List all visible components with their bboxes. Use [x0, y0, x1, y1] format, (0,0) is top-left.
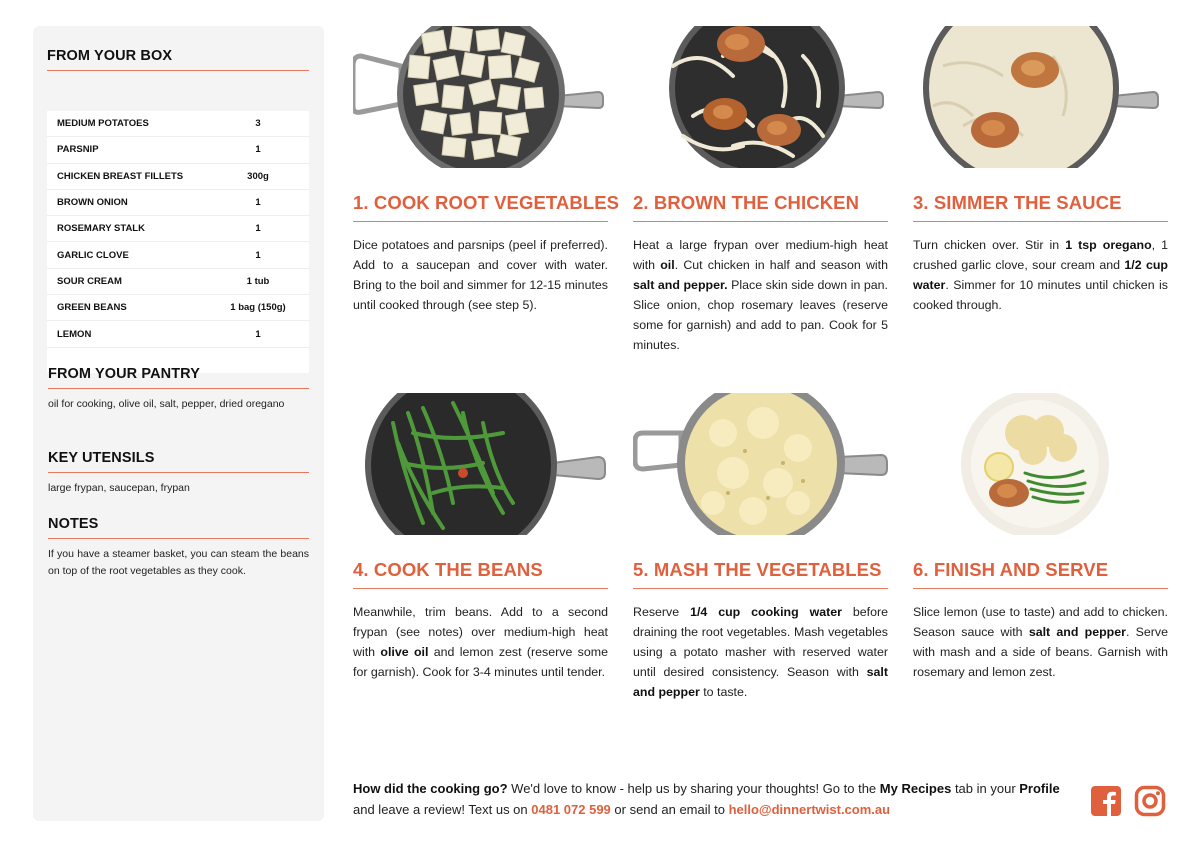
step-text-segment: Heat a large frypan over medium-high heat with: [633, 238, 888, 272]
step-text-segment: . Simmer for 10 minutes until chicken is cooked through.: [913, 278, 1168, 312]
step-3-title: 3. SIMMER THE SAUCE: [913, 192, 1168, 222]
ingredient-qty: 300g: [247, 170, 269, 182]
step-4: [353, 393, 608, 682]
ingredient-row: [47, 111, 309, 137]
utensils-text: large frypan, saucepan, frypan: [48, 482, 190, 494]
ingredient-qty: 1: [255, 197, 261, 209]
step-text-bold: oil: [660, 258, 675, 272]
footer-text-1: We'd love to know - help us by sharing your thoughts! Go to the: [507, 781, 880, 796]
step-2-title: 2. BROWN THE CHICKEN: [633, 192, 888, 222]
step-6-text: [913, 602, 1168, 682]
from-your-pantry-heading: FROM YOUR PANTRY: [48, 366, 309, 389]
step-5-title: 5. MASH THE VEGETABLES: [633, 559, 888, 589]
ingredient-name: PARSNIP: [57, 144, 99, 156]
ingredient-qty: 1: [255, 328, 261, 340]
step-3-text: [913, 235, 1168, 315]
step-text-segment: Slice lemon (use to taste) and add to chicken. Season sauce with: [913, 605, 1168, 639]
step-1-text: [353, 235, 608, 315]
ingredient-row: [47, 190, 309, 216]
footer-text-3: and leave a review! Text us on: [353, 802, 532, 817]
step-2: [633, 26, 888, 355]
facebook-icon[interactable]: [1090, 785, 1122, 817]
step-6-title: 6. FINISH AND SERVE: [913, 559, 1168, 589]
step-text-segment: Dice potatoes and parsnips (peel if preferred). Add to a saucepan and cover with water. Bring to the boil and simmer for 12-15 minutes until cooked through (see step 5).: [353, 238, 608, 312]
ingredient-row: [47, 321, 309, 347]
instagram-icon[interactable]: [1134, 785, 1166, 817]
ingredient-qty: 1: [255, 223, 261, 235]
ingredient-qty: 3: [255, 118, 261, 130]
ingredient-row: [47, 269, 309, 295]
step-text-bold: 1/4 cup cooking water: [690, 605, 842, 619]
step-text-segment: to taste.: [699, 685, 748, 699]
step-5-photo: [633, 393, 888, 535]
step-text-segment: before draining the root vegetables. Mash vegetables using a potato masher with reserved water until desired consistency. Season with: [633, 605, 888, 679]
step-2-photo: [633, 26, 888, 168]
step-6: [913, 393, 1168, 682]
ingredient-row: [47, 242, 309, 268]
feedback-footer: [353, 778, 1073, 820]
email-link[interactable]: hello@dinnertwist.com.au: [728, 802, 891, 817]
step-1: [353, 26, 620, 315]
step-4-text: [353, 602, 608, 682]
step-text-bold: salt and pepper: [633, 665, 888, 699]
ingredient-name: CHICKEN BREAST FILLETS: [57, 170, 184, 182]
step-text-segment: Meanwhile, trim beans. Add to a second frypan (see notes) over medium-high heat with: [353, 605, 608, 659]
step-text-bold: olive oil: [380, 645, 429, 659]
step-3: [913, 26, 1168, 315]
ingredient-name: ROSEMARY STALK: [57, 223, 145, 235]
notes-text: If you have a steamer basket, you can steam the beans on top of the root vegetables as they cook.: [48, 548, 309, 577]
step-text-bold: 1 tsp oregano: [1065, 238, 1152, 252]
ingredients-table: [47, 111, 309, 373]
footer-text-2: tab in your: [951, 781, 1020, 796]
ingredient-name: SOUR CREAM: [57, 275, 122, 287]
step-5-text: [633, 602, 888, 702]
ingredient-name: GREEN BEANS: [57, 302, 127, 314]
notes-heading: NOTES: [48, 516, 309, 539]
step-text-segment: Turn chicken over. Stir in: [913, 238, 1066, 252]
step-2-text: [633, 235, 888, 355]
step-text-bold: salt and pepper.: [633, 278, 728, 292]
ingredient-qty: 1: [255, 144, 261, 156]
pantry-section: [48, 366, 309, 413]
step-6-photo: [913, 393, 1168, 535]
ingredients-sidebar: [33, 26, 324, 821]
step-text-bold: 1/2 cup water: [913, 258, 1168, 292]
from-your-box-heading: FROM YOUR BOX: [47, 48, 309, 71]
footer-question: How did the cooking go?: [353, 781, 508, 796]
ingredient-name: LEMON: [57, 328, 92, 340]
notes-section: [48, 516, 309, 580]
ingredient-row: [47, 137, 309, 163]
phone-number-link[interactable]: 0481 072 599: [531, 802, 611, 817]
my-recipes-link[interactable]: My Recipes: [879, 781, 952, 796]
step-4-title: 4. COOK THE BEANS: [353, 559, 608, 589]
utensils-section: [48, 450, 309, 497]
step-text-segment: Reserve: [633, 605, 691, 619]
ingredient-qty: 1 bag (150g): [230, 302, 286, 314]
step-1-photo: [353, 26, 608, 168]
pantry-text: oil for cooking, olive oil, salt, pepper, dried oregano: [48, 398, 285, 410]
step-4-photo: [353, 393, 608, 535]
step-text-bold: salt and pepper: [1028, 625, 1126, 639]
ingredient-name: BROWN ONION: [57, 197, 128, 209]
step-text-segment: . Cut chicken in half and season with: [674, 258, 888, 272]
step-text-segment: and lemon zest (reserve some for garnish). Cook for 3-4 minutes until tender.: [353, 645, 608, 679]
step-5: [633, 393, 888, 702]
footer-text-4: or send an email to: [610, 802, 729, 817]
ingredient-name: GARLIC CLOVE: [57, 249, 129, 261]
step-1-title: 1. COOK ROOT VEGETABLES: [353, 192, 608, 222]
step-text-segment: Place skin side down in pan. Slice onion, chop rosemary leaves (reserve some for garnish) and add to pan. Cook for 5 minutes.: [633, 278, 889, 352]
ingredient-qty: 1: [255, 249, 261, 261]
ingredient-row: [47, 164, 309, 190]
ingredient-qty: 1 tub: [246, 275, 270, 287]
step-text-segment: , 1 crushed garlic clove, sour cream and: [913, 238, 1168, 272]
ingredient-name: MEDIUM POTATOES: [57, 118, 149, 130]
step-text-segment: . Serve with mash and a side of beans. Garnish with rosemary and lemon zest.: [913, 625, 1169, 679]
ingredient-row: [47, 295, 309, 321]
ingredient-row: [47, 216, 309, 242]
step-3-photo: [913, 26, 1168, 168]
key-utensils-heading: KEY UTENSILS: [48, 450, 309, 473]
profile-link[interactable]: Profile: [1019, 781, 1060, 796]
